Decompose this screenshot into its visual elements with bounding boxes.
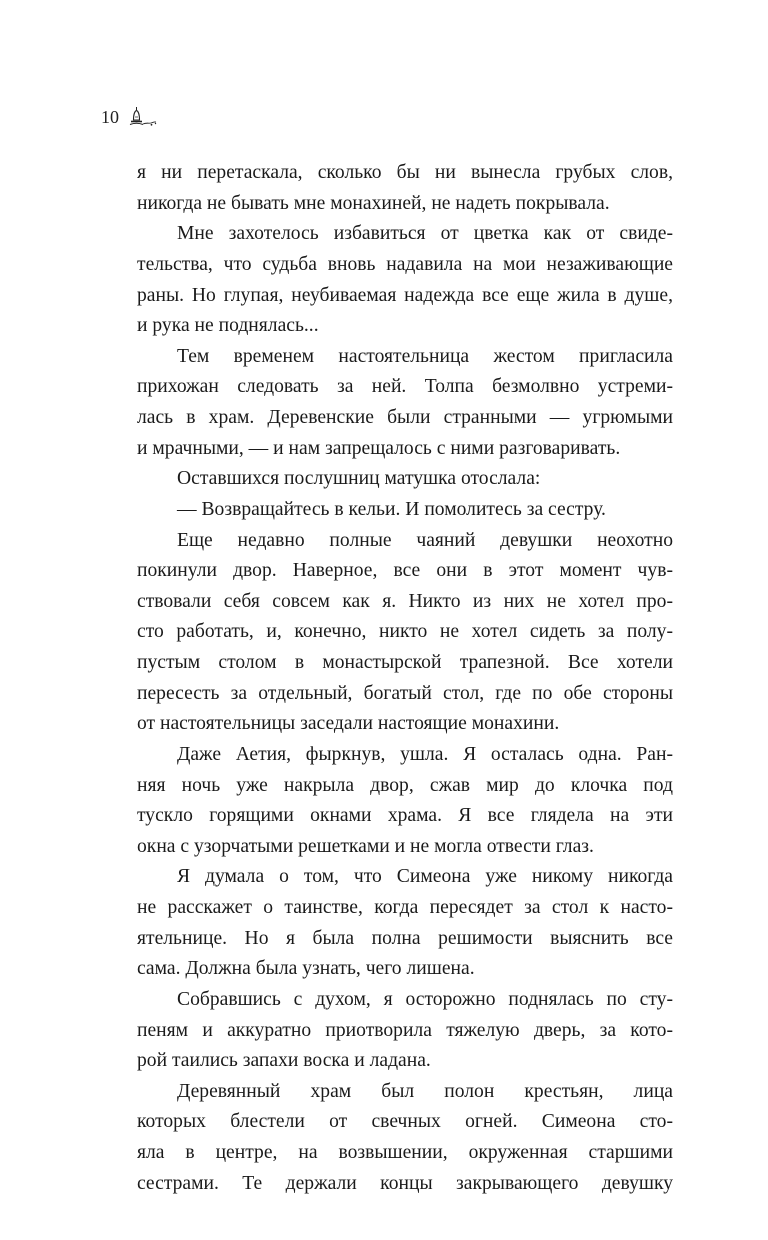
text-line: пустым столом в монастырской трапезной. Все хотели xyxy=(137,652,673,673)
text-line: и рука не поднялась... xyxy=(137,315,319,337)
text-line: — Возвращайтесь в кельи. И помолитесь за сестру. xyxy=(177,498,606,520)
text-line: ствовали себя совсем как я. Никто из них не хотел про- xyxy=(137,590,673,612)
text-line: сто работать, и, конечно, никто не хотел сидеть за полу- xyxy=(137,621,673,643)
text-line: покинули двор. Наверное, все они в этот момент чув- xyxy=(137,560,673,582)
text-line: Даже Аетия, фыркнув, ушла. Я осталась одна. Ран- xyxy=(177,743,673,765)
text-line: сама. Должна была узнать, чего лишена. xyxy=(137,958,475,980)
text-line: яла в центре, на возвышении, окруженная старшими xyxy=(137,1142,673,1163)
text-line: лась в храм. Деревенские были странными — угрюмыми xyxy=(137,407,673,428)
text-line: от настоятельницы заседали настоящие монахини. xyxy=(137,713,560,735)
text-line: раны. Но глупая, неубиваемая надежда все еще жила в душе, xyxy=(137,284,673,306)
text-line: тускло горящими окнами храма. Я все глядела на эти xyxy=(137,805,673,827)
text-line: не расскажет о таинстве, когда пересядет за стол к насто- xyxy=(137,897,673,918)
text-line: и мрачными, — и нам запрещалось с ними разговаривать. xyxy=(137,437,621,459)
text-line: Собравшись с духом, я осторожно поднялась по сту- xyxy=(177,988,673,1010)
text-line: тельства, что судьба вновь надавила на мои незаживающие xyxy=(137,253,673,275)
page-number: 10 xyxy=(101,107,119,127)
text-line: сестрами. Те держали концы закрывающего девушку xyxy=(137,1172,673,1194)
text-line: няя ночь уже накрыла двор, сжав мир до клочка под xyxy=(137,774,673,796)
text-line: пеням и аккуратно приотворила тяжелую дверь, за кото- xyxy=(137,1019,673,1041)
text-line: Тем временем настоятельница жестом пригласила xyxy=(177,345,673,367)
text-line: никогда не бывать мне монахиней, не надеть покрывала. xyxy=(137,192,610,214)
text-line: рой таились запахи воска и ладана. xyxy=(137,1050,431,1072)
body-text xyxy=(137,158,673,1199)
text-line: которых блестели от свечных огней. Симеона сто- xyxy=(137,1111,673,1133)
text-line: Мне захотелось избавиться от цветка как от свиде- xyxy=(177,223,673,245)
text-line: прихожан следовать за ней. Толпа безмолвно устреми- xyxy=(137,376,673,398)
text-line: пересесть за отдельный, богатый стол, где по обе стороны xyxy=(137,682,673,704)
text-line: окна с узорчатыми решетками и не могла отвести глаз. xyxy=(137,835,594,857)
text-line: Еще недавно полные чаяний девушки неохотно xyxy=(177,529,673,551)
text-line: Деревянный храм был полон крестьян, лица xyxy=(177,1080,673,1102)
page-header xyxy=(101,104,159,130)
text-line: ятельнице. Но я была полна решимости выяснить все xyxy=(137,927,673,949)
bell-ornament-icon xyxy=(127,104,159,130)
text-line: Я думала о том, что Симеона уже никому никогда xyxy=(177,866,673,888)
text-line: я ни перетаскала, сколько бы ни вынесла грубых слов, xyxy=(137,162,673,183)
text-line: Оставшихся послушниц матушка отослала: xyxy=(177,468,541,490)
